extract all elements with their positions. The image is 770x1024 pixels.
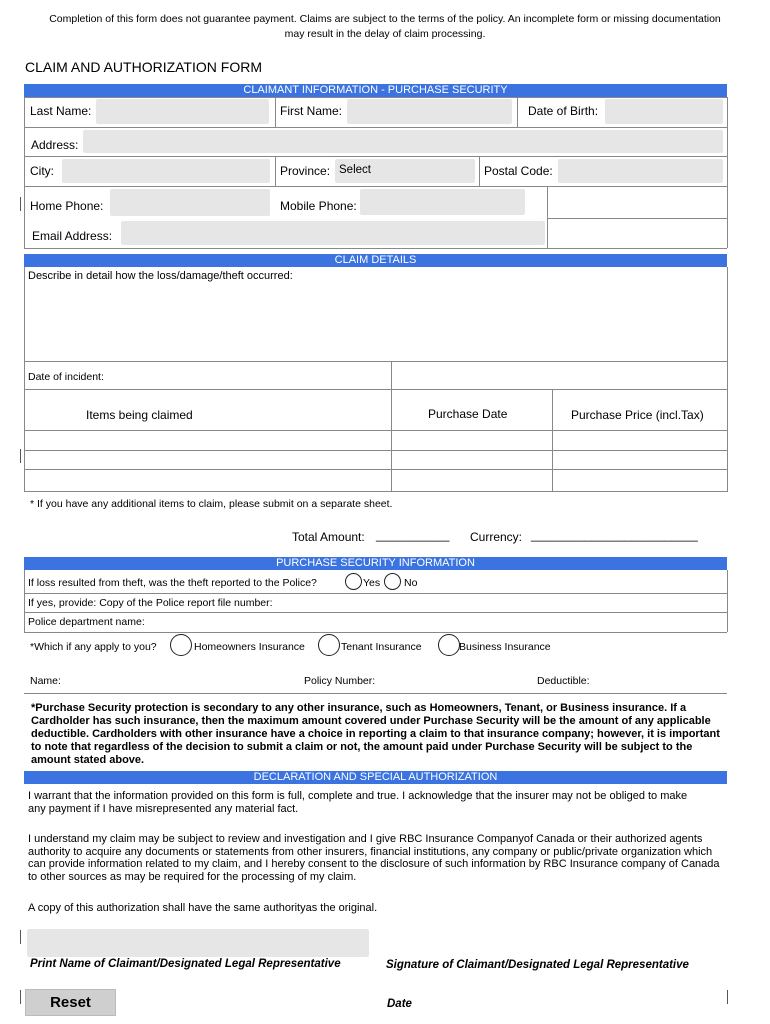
reset-button[interactable]: Reset	[25, 989, 116, 1016]
item-1-input[interactable]	[25, 431, 390, 449]
last-name-input[interactable]	[96, 99, 269, 124]
deductible-label: Deductible:	[537, 675, 590, 687]
mobile-phone-input[interactable]	[360, 189, 525, 215]
purchase-price-header: Purchase Price (incl.Tax)	[571, 408, 704, 422]
business-label: Business Insurance	[459, 641, 551, 653]
additional-items-note: * If you have any additional items to claim, please submit on a separate sheet.	[30, 498, 393, 510]
date-of-incident-input[interactable]	[393, 362, 726, 389]
print-name-input[interactable]	[27, 929, 369, 957]
postal-code-label: Postal Code:	[484, 164, 553, 178]
currency-label: Currency:	[470, 530, 523, 544]
describe-textarea[interactable]	[26, 284, 728, 362]
which-apply-label: *Which if any apply to you?	[30, 641, 157, 653]
item-1-date-input[interactable]	[392, 431, 551, 449]
first-name-input[interactable]	[347, 99, 512, 124]
home-phone-label: Home Phone:	[30, 199, 104, 213]
insurer-name-label: Name:	[30, 675, 61, 687]
city-label: City:	[30, 164, 54, 178]
section-claim-details-header: CLAIM DETAILS	[24, 254, 727, 267]
policy-number-label: Policy Number:	[304, 675, 376, 687]
address-label: Address:	[31, 138, 79, 152]
date-of-incident-label: Date of incident:	[28, 371, 104, 383]
purchase-security-disclaimer: *Purchase Security protection is secondary to any other insurance, such as Homeowners, Tenant, or Business insurance. If a Cardholder has such insurance, then the maximum amount covered under Purchase Security will be the amount of any applicable deductible. Cardholders with other insurance have a choice in reporting a claim to that insurance company; however, it is important to note that regardless of the decision to submit a claim or not, the amount paid under Purchase Security will be subject to the amount stated above.	[31, 702, 720, 766]
currency-input[interactable]: _________________________	[531, 528, 698, 542]
police-dept-input[interactable]	[160, 613, 726, 631]
homeowners-radio[interactable]	[170, 634, 192, 656]
province-select-value: Select	[339, 164, 371, 176]
dob-label: Date of Birth:	[528, 104, 599, 118]
last-name-label: Last Name:	[30, 104, 92, 118]
no-label: No	[404, 577, 418, 589]
declaration-para-3: A copy of this authorization shall have the same authorityas the original.	[28, 902, 378, 914]
section-declaration-header: DECLARATION AND SPECIAL AUTHORIZATION	[24, 771, 727, 784]
address-input[interactable]	[83, 130, 723, 153]
tenant-radio[interactable]	[318, 634, 340, 656]
email-label: Email Address:	[32, 229, 113, 243]
theft-reported-no-radio[interactable]	[384, 573, 401, 590]
form-notice: Completion of this form does not guarantee payment. Claims are subject to the terms of the policy. An incomplete form or missing documentation may result in the delay of claim processing.	[49, 13, 721, 40]
mobile-phone-label: Mobile Phone:	[280, 199, 357, 213]
province-select[interactable]	[335, 159, 475, 183]
province-label: Province:	[280, 164, 331, 178]
declaration-para-1: I warrant that the information provided on this form is full, complete and true. I acknowledge that the insurer may not be obliged to make any payment if I have misrepresented any material fact.	[28, 790, 688, 815]
total-amount-input[interactable]: ___________	[376, 528, 450, 542]
email-input[interactable]	[121, 221, 545, 245]
describe-label: Describe in detail how the loss/damage/theft occurred:	[28, 270, 293, 282]
theft-reported-yes-radio[interactable]	[345, 573, 362, 590]
total-amount-label: Total Amount:	[292, 530, 365, 544]
tenant-label: Tenant Insurance	[341, 641, 422, 653]
items-header: Items being claimed	[86, 408, 193, 422]
first-name-label: First Name:	[280, 104, 343, 118]
yes-label: Yes	[363, 577, 381, 589]
print-name-label: Print Name of Claimant/Designated Legal Representative	[30, 958, 341, 970]
home-phone-input[interactable]	[110, 189, 270, 216]
theft-question-label: If loss resulted from theft, was the theft reported to the Police?	[28, 577, 317, 589]
section-claimant-header: CLAIMANT INFORMATION - PURCHASE SECURITY	[24, 84, 727, 97]
dob-input[interactable]	[605, 99, 723, 124]
business-radio[interactable]	[438, 634, 460, 656]
city-input[interactable]	[62, 159, 270, 183]
police-dept-label: Police department name:	[28, 616, 145, 628]
purchase-date-header: Purchase Date	[428, 407, 508, 421]
postal-code-input[interactable]	[558, 159, 723, 183]
section-purchase-security-header: PURCHASE SECURITY INFORMATION	[24, 557, 727, 570]
date-label: Date	[387, 998, 412, 1010]
police-report-label: If yes, provide: Copy of the Police report file number:	[28, 597, 273, 609]
item-1-price-input[interactable]	[553, 431, 726, 449]
police-report-input[interactable]	[290, 594, 726, 611]
homeowners-label: Homeowners Insurance	[194, 641, 305, 653]
signature-label: Signature of Claimant/Designated Legal Representative	[386, 959, 689, 971]
form-title: CLAIM AND AUTHORIZATION FORM	[25, 59, 262, 75]
declaration-para-2: I understand my claim may be subject to review and investigation and I give RBC Insurance Companyof Canada or their authorized agents authority to acquire any documents or statements from other insurers, financial institutions, any company or public/private organization which can provide information related to my claim, and I hereby consent to the disclosure of such information by RBC Insurance company of Canada to other sources as may be required for the processing of my claim.	[28, 833, 720, 883]
